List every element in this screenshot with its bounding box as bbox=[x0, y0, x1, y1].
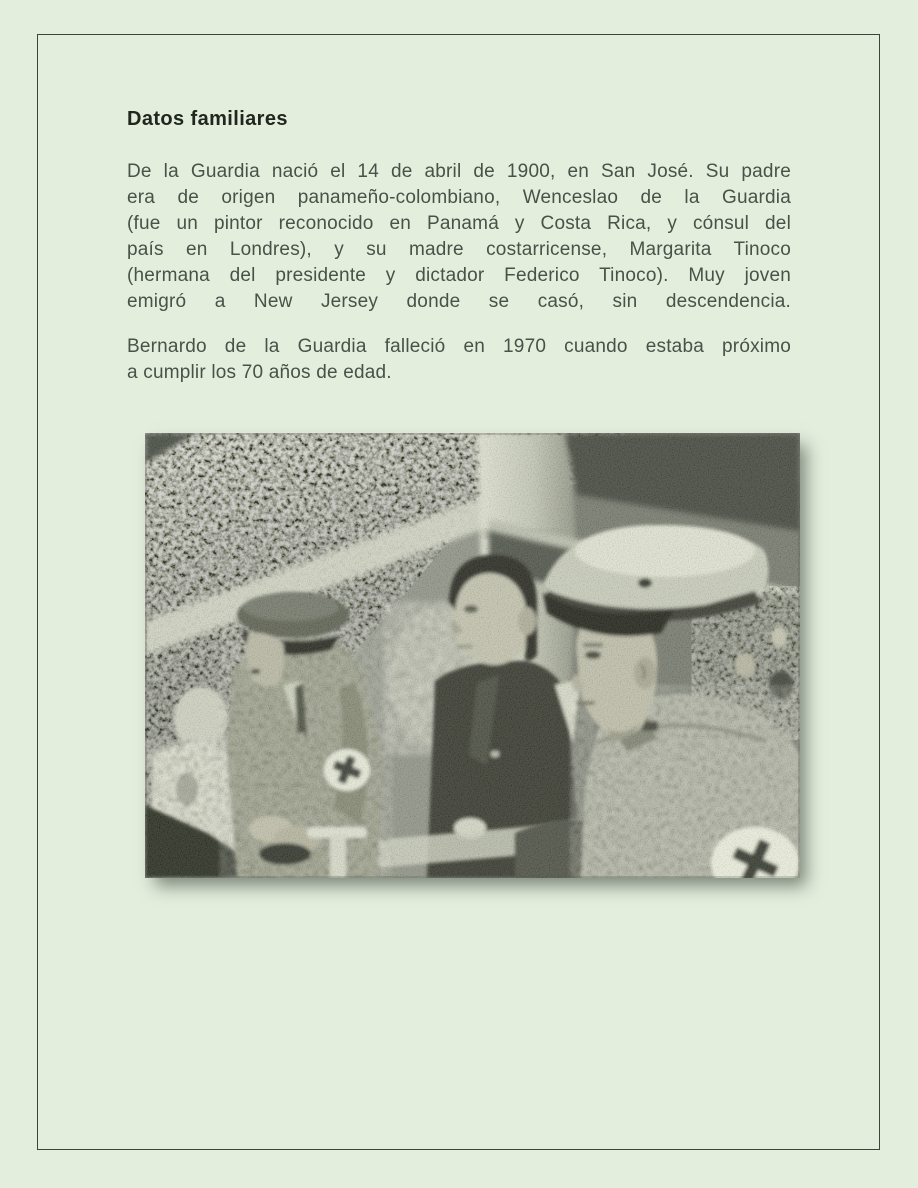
paragraph-birth-family bbox=[127, 159, 791, 315]
paragraph-line: país en Londres), y su madre costarricense, Margarita Tinoco bbox=[127, 239, 791, 260]
historical-photo bbox=[145, 433, 800, 878]
paragraph-line: (fue un pintor reconocido en Panamá y Costa Rica, y cónsul del bbox=[127, 213, 791, 234]
paragraph-line: era de origen panameño-colombiano, Wenceslao de la Guardia bbox=[127, 187, 791, 208]
section-heading: Datos familiares bbox=[127, 108, 288, 130]
paragraph-line: emigró a New Jersey donde se casó, sin descendencia. bbox=[127, 291, 791, 312]
paragraph-death bbox=[127, 334, 791, 386]
photo-green-tint bbox=[145, 433, 800, 878]
paragraph-line: Bernardo de la Guardia falleció en 1970 cuando estaba próximo bbox=[127, 336, 791, 357]
paragraph-line: De la Guardia nació el 14 de abril de 1900, en San José. Su padre bbox=[127, 161, 791, 182]
paragraph-line: (hermana del presidente y dictador Federico Tinoco). Muy joven bbox=[127, 265, 791, 286]
paragraph-line: a cumplir los 70 años de edad. bbox=[127, 362, 392, 383]
